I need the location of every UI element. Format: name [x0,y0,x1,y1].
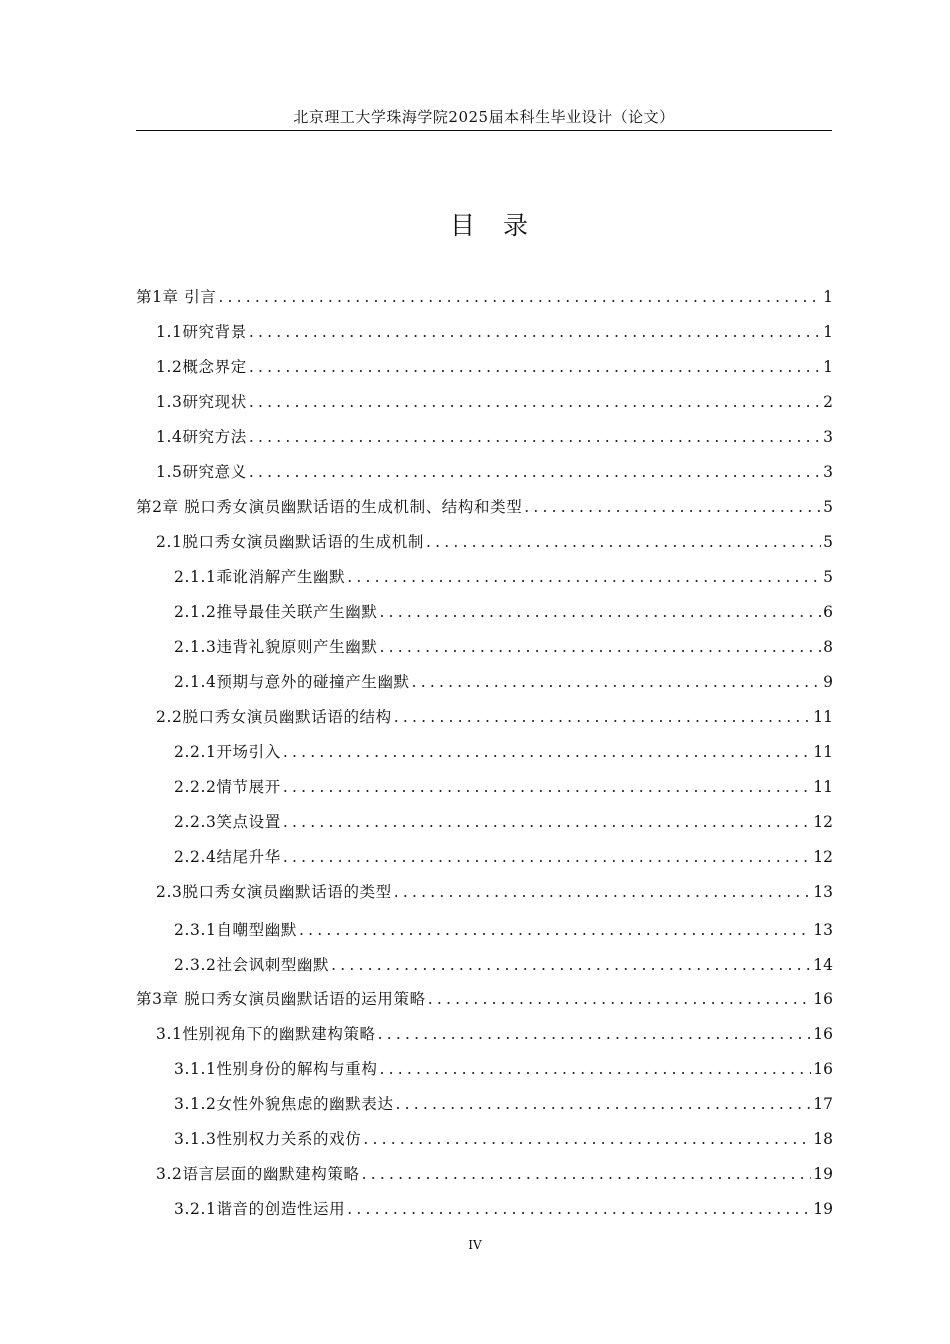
toc-entry-label: 2.2脱口秀女演员幽默话语的结构 [156,708,392,726]
toc-entry-label: 2.2.1开场引入 [174,743,281,761]
toc-entry-page: 13 [813,883,833,901]
toc-entry-label: 3.2语言层面的幽默建构策略 [156,1165,360,1183]
toc-entry-label: 1.1研究背景 [156,323,247,341]
toc-leader-dots [331,951,811,979]
toc-leader-dots [283,808,811,836]
toc-leader-dots [299,916,811,944]
toc-leader-dots [394,703,812,731]
toc-entry-page: 11 [813,743,833,761]
toc-entry-label: 2.1.3违背礼貌原则产生幽默 [174,638,378,656]
toc-entry-label: 2.1.2推导最佳关联产生幽默 [174,603,378,621]
toc-entry-page: 18 [813,1130,833,1148]
toc-entry[interactable] [136,353,833,381]
toc-entry[interactable] [136,1195,833,1223]
toc-leader-dots [362,1160,812,1188]
toc-entry[interactable] [136,528,833,556]
toc-entry[interactable] [136,423,833,451]
toc-leader-dots [363,1125,811,1153]
toc-leader-dots [379,598,821,626]
toc-entry-label: 2.1.1乖讹消解产生幽默 [174,568,346,586]
toc-entry[interactable] [136,493,833,521]
toc-entry-label: 1.4研究方法 [156,428,247,446]
toc-leader-dots [283,738,811,766]
toc-entry-label: 第2章 脱口秀女演员幽默话语的生成机制、结构和类型 [136,498,523,516]
toc-leader-dots [428,985,812,1013]
toc-leader-dots [347,1195,811,1223]
toc-entry[interactable] [136,1020,833,1048]
toc-leader-dots [249,353,821,381]
toc-leader-dots [249,388,821,416]
toc-entry-label: 1.5研究意义 [156,463,247,481]
toc-entry[interactable] [136,1125,833,1153]
toc-entry[interactable] [136,598,833,626]
toc-entry-label: 2.3.2社会讽刺型幽默 [174,956,330,974]
toc-entry-page: 5 [823,498,833,516]
toc-entry-page: 12 [813,813,833,831]
toc-entry[interactable] [136,985,833,1013]
toc-leader-dots [249,458,821,486]
toc-entry[interactable] [136,668,833,696]
toc-entry-page: 1 [823,358,833,376]
toc-leader-dots [412,668,821,696]
toc-entry-label: 2.2.2情节展开 [174,778,281,796]
toc-entry-label: 3.1.2女性外貌焦虑的幽默表达 [174,1095,394,1113]
toc-entry-page: 11 [813,708,833,726]
toc-leader-dots [524,493,821,521]
toc-leader-dots [378,1020,812,1048]
toc-entry-page: 1 [823,288,833,306]
toc-entry-page: 19 [813,1165,833,1183]
toc-entry-page: 5 [823,533,833,551]
toc-entry-page: 12 [813,848,833,866]
toc-entry[interactable] [136,388,833,416]
toc-entry[interactable] [136,1090,833,1118]
toc-entry-page: 2 [823,393,833,411]
toc-leader-dots [218,283,821,311]
toc-entry-label: 2.1.4预期与意外的碰撞产生幽默 [174,673,410,691]
page-title: 目录 [449,211,556,240]
toc-leader-dots [249,318,821,346]
toc-entry[interactable] [136,808,833,836]
toc-entry-label: 第3章 脱口秀女演员幽默话语的运用策略 [136,990,426,1008]
toc-leader-dots [249,423,821,451]
page-number: IV [468,1238,482,1252]
toc-entry[interactable] [136,703,833,731]
toc-entry-label: 3.1性别视角下的幽默建构策略 [156,1025,376,1043]
toc-entry[interactable] [136,283,833,311]
toc-entry[interactable] [136,878,833,906]
toc-entry[interactable] [136,1055,833,1083]
toc-leader-dots [347,563,821,591]
toc-entry-page: 5 [823,568,833,586]
toc-entry-page: 11 [813,778,833,796]
toc-entry-page: 1 [823,323,833,341]
toc-entry[interactable] [136,633,833,661]
toc-entry-label: 2.2.4结尾升华 [174,848,281,866]
toc-entry-page: 9 [823,673,833,691]
toc-leader-dots [379,633,821,661]
toc-entry[interactable] [136,738,833,766]
toc-entry-label: 3.1.3性别权力关系的戏仿 [174,1130,362,1148]
toc-entry-page: 16 [813,990,833,1008]
toc-entry-label: 1.3研究现状 [156,393,247,411]
toc-entry-label: 第1章 引言 [136,288,217,306]
toc-entry[interactable] [136,458,833,486]
toc-entry-page: 13 [813,921,833,939]
toc-entry-label: 3.2.1谐音的创造性运用 [174,1200,346,1218]
toc-entry-label: 2.3脱口秀女演员幽默话语的类型 [156,883,392,901]
toc-entry-page: 3 [823,428,833,446]
toc-entry-page: 14 [813,956,833,974]
toc-entry-label: 2.3.1自嘲型幽默 [174,921,297,939]
toc-entry[interactable] [136,773,833,801]
toc-leader-dots [394,878,812,906]
toc-entry-page: 8 [823,638,833,656]
toc-entry-page: 19 [813,1200,833,1218]
toc-entry[interactable] [136,318,833,346]
toc-entry-label: 3.1.1性别身份的解构与重构 [174,1060,378,1078]
toc-entry[interactable] [136,916,833,944]
toc-entry-page: 3 [823,463,833,481]
header-divider [136,130,832,131]
toc-entry[interactable] [136,1160,833,1188]
toc-entry-page: 17 [813,1095,833,1113]
toc-entry[interactable] [136,843,833,871]
toc-leader-dots [396,1090,812,1118]
toc-entry-label: 2.1脱口秀女演员幽默话语的生成机制 [156,533,424,551]
toc-leader-dots [379,1055,811,1083]
toc-leader-dots [426,528,821,556]
toc-entry-page: 6 [823,603,833,621]
toc-entry-label: 2.2.3笑点设置 [174,813,281,831]
toc-entry-page: 16 [813,1060,833,1078]
running-header: 北京理工大学珠海学院2025届本科生毕业设计（论文） [293,108,675,126]
toc-entry-label: 1.2概念界定 [156,358,247,376]
toc-leader-dots [283,843,811,871]
toc-entry[interactable] [136,563,833,591]
toc-leader-dots [283,773,811,801]
toc-entry-page: 16 [813,1025,833,1043]
toc-entry[interactable] [136,951,833,979]
